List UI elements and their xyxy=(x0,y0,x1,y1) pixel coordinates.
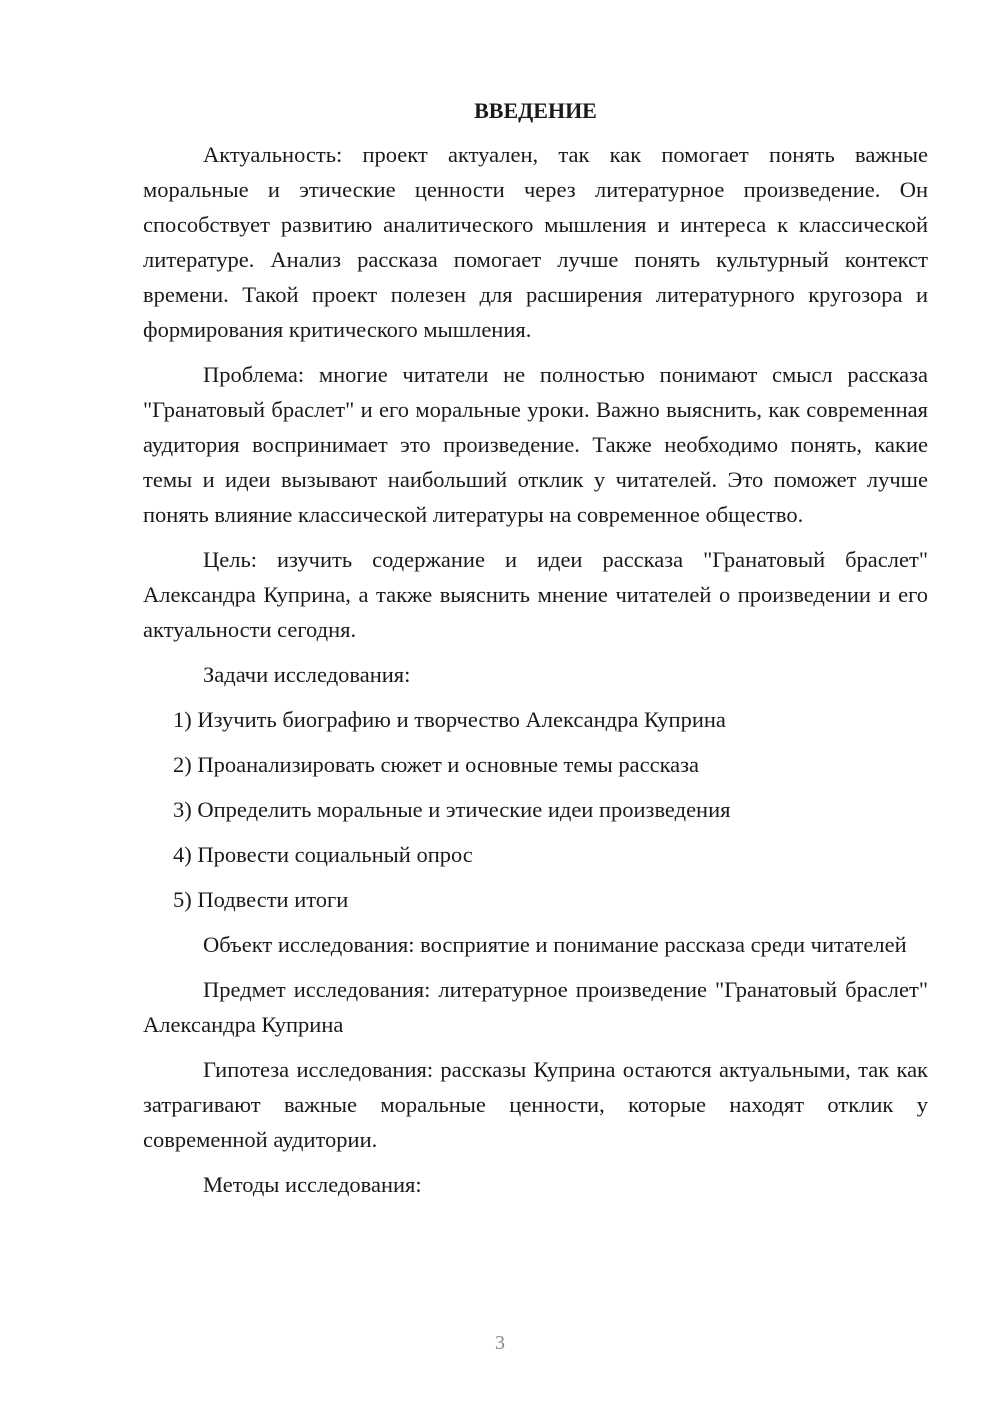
hypothesis-paragraph: Гипотеза исследования: рассказы Куприна остаются актуальными, так как затрагивают важные моральные ценности, которые находят отклик у современной аудитории. xyxy=(143,1057,928,1152)
object-paragraph: Объект исследования: восприятие и понимание рассказа среди читателей xyxy=(203,932,907,957)
tasks-list xyxy=(143,702,928,917)
page-content xyxy=(143,96,928,1212)
task-item: 4) Провести социальный опрос xyxy=(173,842,473,867)
goal-paragraph: Цель: изучить содержание и идеи рассказа "Гранатовый браслет" Александра Куприна, а также выяснить мнение читателей о произведении и его актуальности сегодня. xyxy=(143,547,928,642)
problem-paragraph: Проблема: многие читатели не полностью понимают смысл рассказа "Гранатовый браслет" и его моральные уроки. Важно выяснить, как современная аудитория воспринимает это произведение. Также необходимо понять, какие темы и идеи вызывают наибольший отклик у читателей. Это поможет лучше понять влияние классической литературы на современное общество. xyxy=(143,362,928,527)
subject-paragraph: Предмет исследования: литературное произведение "Гранатовый браслет" Александра Куприна xyxy=(143,977,928,1037)
task-item: 3) Определить моральные и этические идеи произведения xyxy=(173,797,731,822)
section-title: ВВЕДЕНИЕ xyxy=(474,98,597,123)
tasks-heading: Задачи исследования: xyxy=(203,662,411,687)
task-item: 1) Изучить биографию и творчество Александра Куприна xyxy=(173,707,726,732)
task-item: 2) Проанализировать сюжет и основные темы рассказа xyxy=(173,752,700,777)
page-number: 3 xyxy=(495,1332,505,1354)
task-item: 5) Подвести итоги xyxy=(173,887,349,912)
methods-heading: Методы исследования: xyxy=(203,1172,422,1197)
relevance-paragraph: Актуальность: проект актуален, так как помогает понять важные моральные и этические ценности через литературное произведение. Он способствует развитию аналитического мышления и интереса к классической литературе. Анализ рассказа помогает лучше понять культурный контекст времени. Такой проект полезен для расширения литературного кругозора и формирования критического мышления. xyxy=(143,142,928,342)
